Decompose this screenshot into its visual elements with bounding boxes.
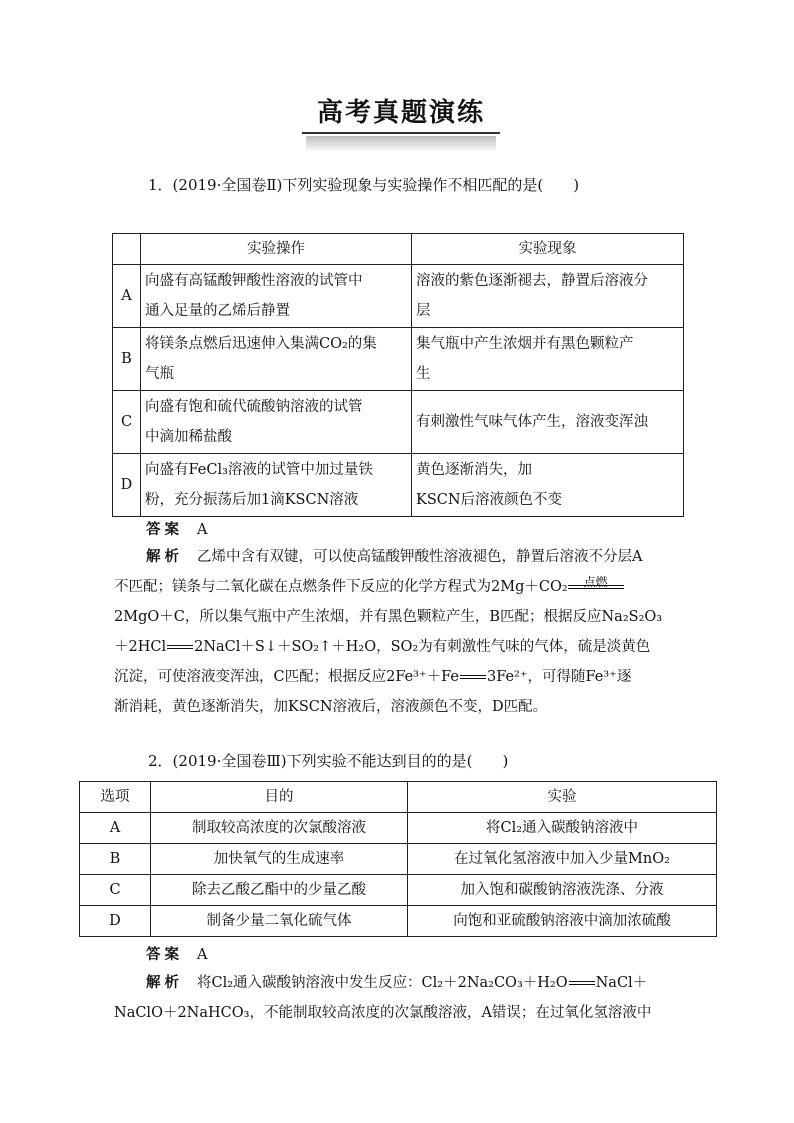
header-experiment: 实验 [408,782,717,813]
q2-analysis [114,968,684,1028]
experiment-cell: 加入饱和碳酸钠溶液洗涤、分液 [408,875,717,906]
ph-line: KSCN后溶液颜色不变 [416,492,563,508]
equal-arrow [167,645,193,649]
phenomenon-cell [412,391,684,454]
table-row [113,265,684,328]
answer-value: A [197,522,208,538]
option-cell: B [80,844,151,875]
q2-stem: 2．(2019·全国卷Ⅲ)下列实验不能达到目的的是( ) [148,752,509,770]
ph-line: 黄色逐渐消失，加 [416,462,532,478]
experiment-cell: 在过氧化氢溶液中加入少量MnO₂ [408,844,717,875]
analysis-line [114,602,684,632]
condition-text: 点燃 [583,575,608,589]
condition-arrow [568,577,624,597]
op-line: 粉，充分振荡后加1滴KSCN溶液 [145,492,359,508]
analysis-line [114,692,684,722]
analysis-text: 3Fe²⁺，可得随Fe³⁺逐 [486,669,632,685]
title-block [296,88,506,158]
row-label: A [113,265,141,328]
operation-cell [141,328,412,391]
equal-arrow [569,981,595,985]
q2-answer [146,943,207,964]
analysis-text: 沉淀，可使溶液变浑浊，C匹配；根据反应2Fe³⁺＋Fe [114,669,459,685]
experiment-cell: 将Cl₂通入碳酸钠溶液中 [408,813,717,844]
purpose-cell: 制备少量二氧化硫气体 [151,906,408,937]
analysis-text: 将Cl₂通入碳酸钠溶液中发生反应：Cl₂＋2Na₂CO₃＋H₂O [197,975,568,991]
title-shadow [306,136,496,152]
analysis-text: 2NaCl＋S↓＋SO₂↑＋H₂O，SO₂为有刺激性气味的气体，硫是淡黄色 [194,639,651,655]
analysis-line [114,632,684,662]
op-line: 气瓶 [145,366,174,382]
operation-cell [141,391,412,454]
table-header-row [80,782,717,813]
row-label: B [113,328,141,391]
option-cell: A [80,813,151,844]
purpose-cell: 加快氧气的生成速率 [151,844,408,875]
page-title: 高考真题演练 [316,98,485,128]
analysis-text: 2MgO＋C，所以集气瓶中产生浓烟，并有黑色颗粒产生，B匹配；根据反应Na₂S₂O₃ [114,609,663,625]
analysis-line [114,662,684,692]
analysis-text: 不匹配；镁条与二氧化碳在点燃条件下反应的化学方程式为2Mg＋CO₂ [114,579,568,595]
analysis-label: 解析 [146,548,183,565]
analysis-text: 乙烯中含有双键，可以使高锰酸钾酸性溶液褪色，静置后溶液不分层A [197,549,643,565]
ph-line: 集气瓶中产生浓烟并有黑色颗粒产 [416,336,634,352]
op-line: 向盛有饱和硫代硫酸钠溶液的试管 [145,399,363,415]
purpose-cell: 制取较高浓度的次氯酸溶液 [151,813,408,844]
answer-value: A [197,947,208,963]
purpose-cell: 除去乙酸乙酯中的少量乙酸 [151,875,408,906]
table-row [113,391,684,454]
op-line: 中滴加稀盐酸 [145,429,232,445]
op-line: 向盛有高锰酸钾酸性溶液的试管中 [145,273,363,289]
answer-label: 答案 [146,521,183,538]
row-label: D [113,454,141,517]
q1-analysis [114,542,684,722]
table-row [80,813,717,844]
header-option: 选项 [80,782,151,813]
header-purpose: 目的 [151,782,408,813]
phenomenon-cell [412,265,684,328]
experiment-cell: 向饱和亚硫酸钠溶液中滴加浓硫酸 [408,906,717,937]
operation-cell [141,454,412,517]
ph-line: 生 [416,366,431,382]
op-line: 通入足量的乙烯后静置 [145,303,290,319]
analysis-text: NaClO＋2NaHCO₃，不能制取较高浓度的次氯酸溶液，A错误；在过氧化氢溶液中 [114,1005,652,1021]
q2-table [79,781,717,937]
table-row [113,454,684,517]
analysis-text: 渐消耗，黄色逐渐消失，加KSCN溶液后，溶液颜色不变，D匹配。 [114,699,548,715]
ph-line: 有刺激性气味气体产生，溶液变浑浊 [416,414,648,430]
analysis-line [114,968,684,998]
row-label: C [113,391,141,454]
equal-arrow [460,675,486,679]
option-cell: C [80,875,151,906]
table-header-row [113,234,684,265]
phenomenon-cell [412,328,684,391]
option-cell: D [80,906,151,937]
analysis-line [114,572,684,602]
ph-line: 层 [416,303,431,319]
title-underline [302,132,500,134]
q1-stem: 1．(2019·全国卷Ⅱ)下列实验现象与实验操作不相匹配的是( ) [148,176,580,194]
operation-cell [141,265,412,328]
analysis-line [114,998,684,1028]
answer-label: 答案 [146,946,183,963]
analysis-text: NaCl＋ [595,975,648,991]
header-phenomenon: 实验现象 [412,234,684,265]
ph-line: 溶液的紫色逐渐褪去，静置后溶液分 [416,273,648,289]
op-line: 向盛有FeCl₃溶液的试管中加过量铁 [145,462,373,478]
q1-answer [146,518,207,539]
equal-arrow [568,585,624,589]
analysis-label: 解析 [146,974,183,991]
table-row [80,875,717,906]
phenomenon-cell [412,454,684,517]
header-operation: 实验操作 [141,234,412,265]
op-line: 将镁条点燃后迅速伸入集满CO₂的集 [145,336,377,352]
table-row [80,906,717,937]
q1-table [112,233,684,517]
table-row [80,844,717,875]
header-blank [113,234,141,265]
table-row [113,328,684,391]
analysis-text: ＋2HCl [114,639,167,655]
